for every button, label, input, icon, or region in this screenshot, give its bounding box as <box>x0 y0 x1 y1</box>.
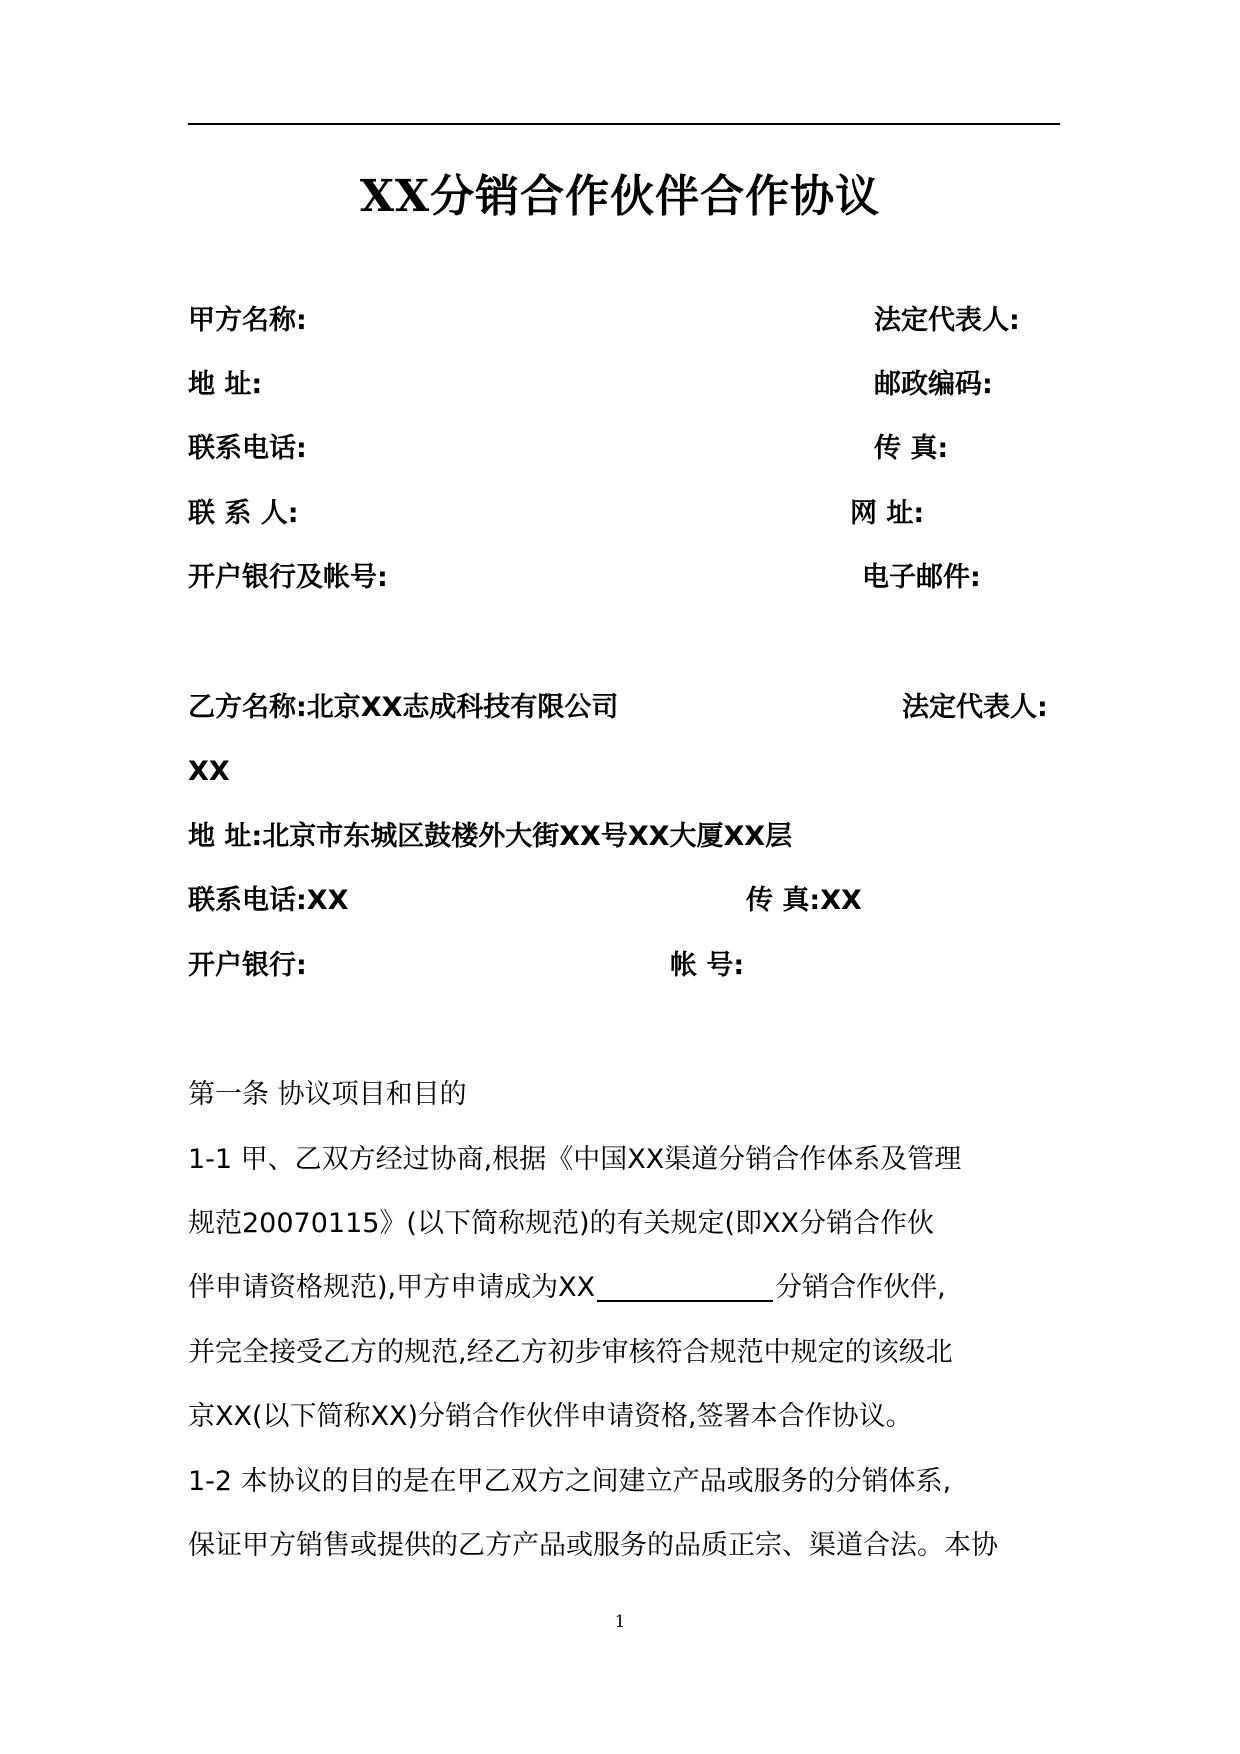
party-a-bank-label: 开户银行及帐号: <box>188 562 388 593</box>
article-1-line-part: 分销合作伙伴, <box>775 1272 946 1303</box>
document-title: XX分销合作伙伴合作协议 <box>359 171 881 222</box>
party-b-legal-rep-value: XX <box>188 756 230 787</box>
article-1-line: 1-2 本协议的目的是在甲乙双方之间建立产品或服务的分销体系, <box>188 1466 952 1497</box>
party-b-name-line: 乙方名称:北京XX志成科技有限公司 <box>188 692 619 723</box>
article-1-line-part: 伴申请资格规范),甲方申请成为XX <box>188 1272 596 1303</box>
article-1-line: 保证甲方销售或提供的乙方产品或服务的品质正宗、渠道合法。本协 <box>188 1530 998 1561</box>
party-a-contact-label: 联 系 人: <box>188 498 299 529</box>
party-b-phone-line: 联系电话:XX <box>188 885 349 916</box>
party-b-bank-label: 开户银行: <box>188 950 307 981</box>
article-1-heading: 第一条 协议项目和目的 <box>188 1079 467 1110</box>
page-number: 1 <box>614 1612 626 1632</box>
party-b-fax-line: 传 真:XX <box>746 885 862 916</box>
party-a-legal-rep-label: 法定代表人: <box>874 305 1020 336</box>
party-a-email-label: 电子邮件: <box>862 562 981 593</box>
fill-in-blank <box>597 1270 773 1302</box>
party-a-fax-label: 传 真: <box>874 433 949 464</box>
party-a-address-label: 地 址: <box>188 369 263 400</box>
header-rule <box>188 123 1060 125</box>
party-a-postcode-label: 邮政编码: <box>874 369 993 400</box>
article-1-line-with-blank <box>188 1268 946 1308</box>
party-b-legal-rep-label: 法定代表人: <box>902 692 1048 723</box>
party-a-name-label: 甲方名称: <box>188 305 307 336</box>
party-b-address-line: 地 址:北京市东城区鼓楼外大街XX号XX大厦XX层 <box>188 821 793 852</box>
article-1-line: 京XX(以下简称XX)分销合作伙伴申请资格,签署本合作协议。 <box>188 1401 913 1432</box>
party-a-website-label: 网 址: <box>850 498 925 529</box>
party-b-account-label: 帐 号: <box>670 950 745 981</box>
article-1-line: 规范20070115》(以下简称规范)的有关规定(即XX分销合作伙 <box>188 1208 935 1239</box>
article-1-line: 并完全接受乙方的规范,经乙方初步审核符合规范中规定的该级北 <box>188 1337 953 1368</box>
party-a-phone-label: 联系电话: <box>188 433 307 464</box>
article-1-line: 1-1 甲、乙双方经过协商,根据《中国XX渠道分销合作体系及管理 <box>188 1144 962 1175</box>
